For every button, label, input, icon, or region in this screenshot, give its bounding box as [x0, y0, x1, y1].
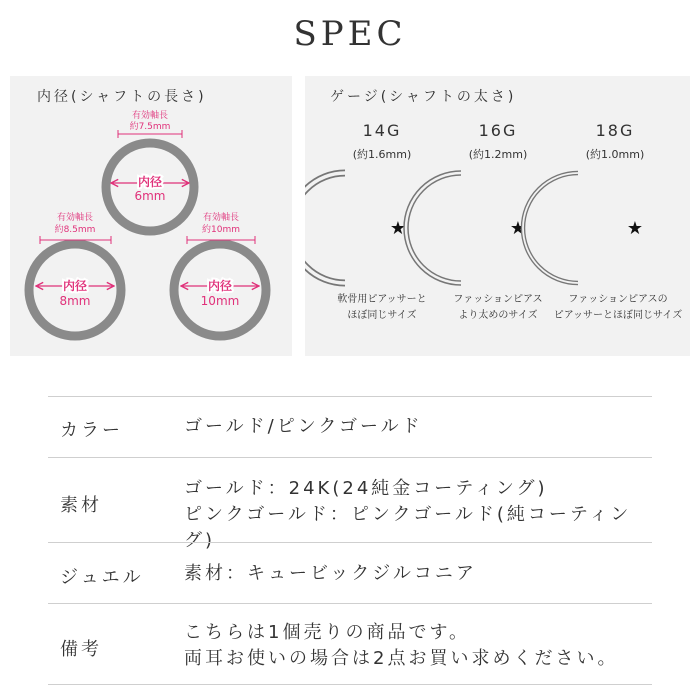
gauge-thickness-label: (約1.6mm): [352, 148, 412, 161]
shaft-arc: [523, 173, 578, 283]
ring-6mm: [106, 109, 194, 231]
ring-8mm: [29, 211, 121, 336]
gauge-desc-line1: ファッションピアスの: [568, 294, 668, 305]
spec-table: [48, 396, 652, 685]
gauge-thickness-label: (約1.2mm): [468, 148, 528, 161]
gauge-size-label: 18G: [595, 121, 635, 140]
gauge-heading: ゲージ(シャフトの太さ): [330, 89, 517, 105]
gauge-size-label: 16G: [478, 121, 518, 140]
effective-length-value: 約7.5mm: [129, 122, 171, 132]
spec-row-material: [48, 457, 652, 551]
gauge-18g: [523, 121, 682, 321]
spec-value-line: ゴールド：24K(24純金コーティング): [184, 478, 548, 499]
inner-diameter-label: 内径: [137, 175, 163, 189]
gauge-thickness-label: (約1.0mm): [585, 148, 645, 161]
page-title: SPEC: [293, 14, 407, 54]
effective-length-top: 有効軸長: [202, 213, 240, 223]
gauge-desc-line1: 軟骨用ピアッサーと: [337, 294, 427, 305]
spec-value-line: こちらは1個売りの商品です。: [184, 622, 471, 643]
spec-value-line: 素材：キュービックジルコニア: [184, 563, 477, 584]
spec-row-notes: [48, 603, 652, 685]
shaft-arc: [406, 173, 461, 283]
spec-label: 素材: [60, 495, 102, 516]
inner-diameter-label: 内径: [207, 279, 233, 293]
jewel-star-icon: ★: [626, 218, 644, 239]
effective-length-top: 有効軸長: [131, 111, 169, 121]
spec-value-line: 両耳お使いの場合は2点お買い求めください。: [184, 648, 619, 669]
spec-label: ジュエル: [60, 567, 144, 588]
spec-label: 備考: [60, 639, 102, 660]
inner-diameter-size: 8mm: [59, 294, 91, 308]
spec-row-jewel: [48, 542, 652, 603]
gauge-panel: [305, 76, 690, 356]
gauge-desc-line2: ほぼ同じサイズ: [347, 310, 417, 321]
spec-row-color: [48, 396, 652, 457]
shaft-arc: [305, 173, 345, 283]
jewel-star-icon: ★: [389, 218, 407, 239]
gauge-desc-line2: ピアッサーとほぼ同じサイズ: [553, 310, 683, 321]
jewel-star-icon: ★: [509, 218, 527, 239]
inner-diameter-panel: [10, 76, 292, 356]
spec-value-line: ゴールド/ピンクゴールド: [184, 416, 423, 437]
inner-diameter-size: 10mm: [200, 294, 240, 308]
effective-length-value: 約10mm: [202, 225, 240, 235]
inner-diameter-heading: 内径(シャフトの長さ): [37, 89, 207, 105]
gauge-desc-line1: ファッションピアス: [453, 294, 543, 305]
gauge-diagram: [305, 76, 690, 356]
effective-length-value: 約8.5mm: [54, 225, 96, 235]
effective-length-top: 有効軸長: [56, 213, 94, 223]
inner-diameter-diagram: [10, 76, 292, 356]
spec-label: カラー: [60, 420, 123, 441]
inner-diameter-size: 6mm: [134, 189, 166, 203]
gauge-desc-line2: より太めのサイズ: [458, 310, 538, 321]
ring-10mm: [174, 211, 266, 336]
gauge-size-label: 14G: [362, 121, 402, 140]
spec-value-line: ピンクゴールド：ピンクゴールド(純コーティング): [184, 504, 632, 551]
inner-diameter-label: 内径: [62, 279, 88, 293]
